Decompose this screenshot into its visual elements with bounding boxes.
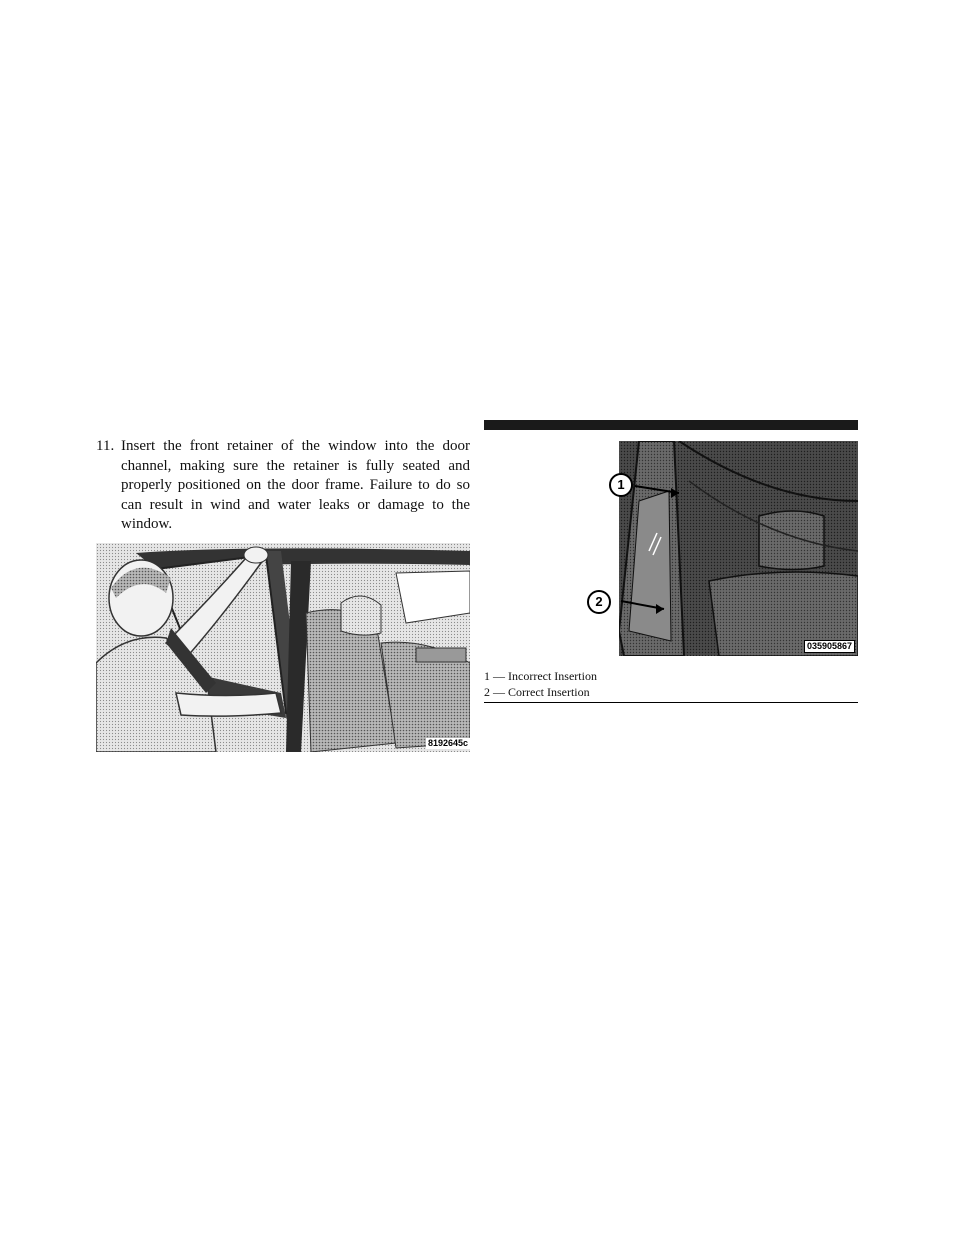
- illustration-window-installation: [96, 543, 470, 752]
- section-header-bar: [484, 420, 858, 430]
- installation-drawing: [96, 543, 470, 752]
- figure-id-right: 035905867: [804, 640, 855, 653]
- legend-divider: [484, 702, 858, 703]
- callout-2: 2: [587, 590, 611, 614]
- legend-item: 1 — Incorrect Insertion: [484, 669, 597, 683]
- legend-item: 2 — Correct Insertion: [484, 685, 590, 699]
- figure-legend: [484, 668, 858, 700]
- illustration-retainer-insertion: [595, 441, 858, 656]
- step-text: Insert the front retainer of the window into the door channel, making sure the retainer is fully seated and properly positioned on the door frame. Failure to do so can result in wind and water leaks or damage to the window.: [121, 438, 470, 532]
- insertion-drawing: [599, 441, 858, 656]
- instruction-step: [96, 437, 470, 535]
- callout-1: 1: [609, 473, 633, 497]
- step-number: 11.: [96, 438, 115, 454]
- figure-id-left: 8192645c: [427, 738, 468, 748]
